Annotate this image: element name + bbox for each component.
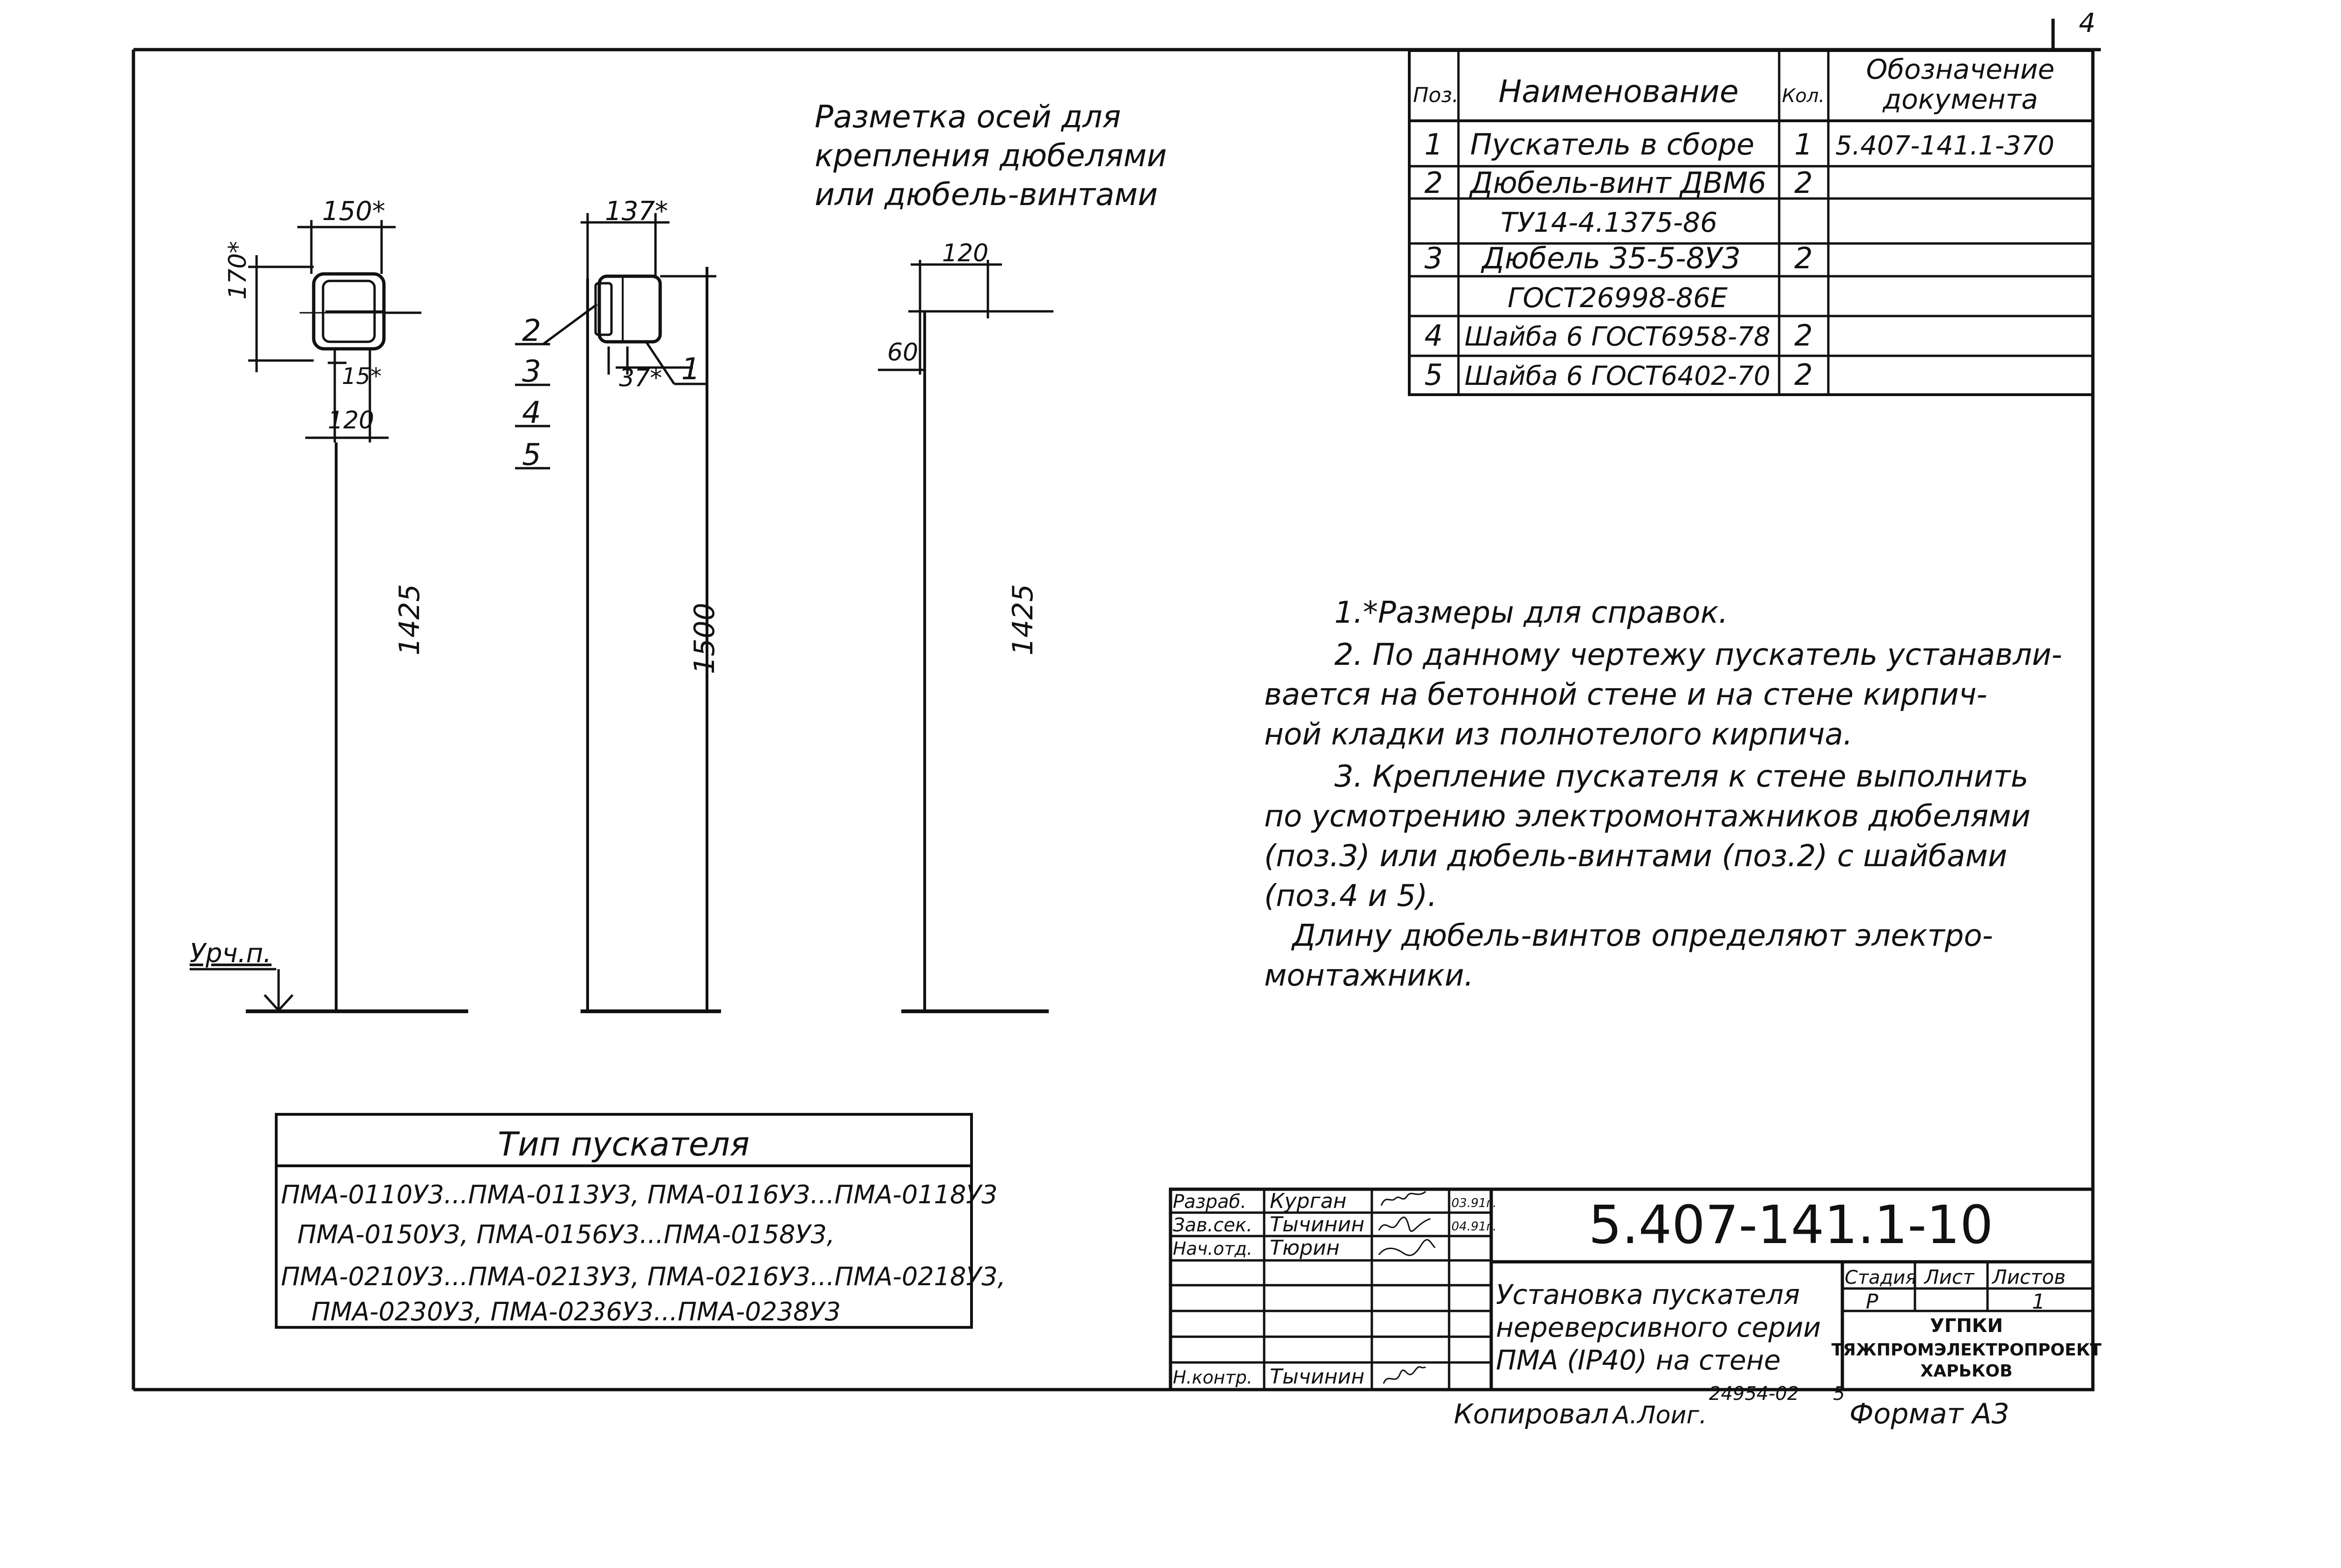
view1-dim-offset: 15*: [342, 363, 382, 390]
view2-pos-5: 5: [522, 438, 541, 472]
note-line-1: 1.*Размеры для справок.: [1334, 596, 1728, 630]
tb-sheets-label: Листов: [1992, 1266, 2066, 1288]
view3-dim-mount-height: 1425: [1007, 584, 1039, 655]
view-front: [224, 196, 426, 1011]
spec-row-2-name: Дюбель-винт ДВМ6: [1470, 166, 1767, 200]
tb-title-line-1: Установка пускателя: [1496, 1279, 1800, 1310]
spec-header-name: Наименование: [1498, 74, 1739, 110]
marking-caption: [815, 99, 1167, 213]
spec-row-5-name: Шайба 6 ГОСТ6402-70: [1465, 361, 1771, 391]
spec-row-2-pos: 2: [1424, 166, 1443, 200]
view2-pos-3: 3: [522, 354, 541, 389]
tb-title-line-3: ПМА (IP40) на стене: [1496, 1344, 1781, 1376]
tb-sheet-label: Лист: [1924, 1266, 1974, 1288]
spec-row-5-pos: 5: [1424, 358, 1443, 392]
note-line-6: по усмотрению электромонтажников дюбелями: [1264, 799, 2031, 834]
spec-row-4-name: Шайба 6 ГОСТ6958-78: [1465, 322, 1771, 352]
marking-caption-line-1: Разметка осей для: [815, 99, 1121, 135]
footer-copied-label: Копировал: [1454, 1398, 1609, 1430]
spec-row-3-pos: 3: [1424, 241, 1443, 275]
note-line-8: (поз.4 и 5).: [1264, 879, 1437, 913]
tb-org-line-3: ХАРЬКОВ: [1920, 1362, 2013, 1381]
spec-row-1-qty: 1: [1794, 127, 1813, 162]
tb-stage-value: Р: [1866, 1290, 1878, 1314]
spec-row-1-name: Пускатель в сборе: [1470, 127, 1754, 162]
tb-sheets-value: 1: [2032, 1290, 2045, 1314]
footer-archive-number: 24954-02: [1709, 1383, 1799, 1405]
notes: [1264, 596, 2062, 993]
spec-row-2b-name: ТУ14-4.1375-86: [1501, 206, 1718, 238]
view2-dim-mount-height: 1500: [688, 603, 721, 674]
tb-title-line-2: нереверсивного серии: [1496, 1311, 1821, 1343]
spec-row-5-qty: 2: [1794, 358, 1813, 392]
tb-name-2: Тычинин: [1270, 1213, 1365, 1237]
spec-row-3b-name: ГОСТ26998-86Е: [1508, 282, 1728, 314]
footer-copier-name: А.Лоиг.: [1613, 1401, 1707, 1429]
view2-dim-width: 137*: [605, 196, 668, 227]
spec-header-pos: Поз.: [1413, 83, 1459, 107]
starter-types-table: [276, 1114, 1006, 1327]
tb-designation: 5.407-141.1-10: [1588, 1195, 1994, 1256]
view3-dim-width: 120: [942, 239, 989, 267]
view2-pos-1: 1: [681, 352, 700, 387]
sheet-number: 4: [2079, 8, 2096, 38]
starter-types-title: Тип пускателя: [498, 1125, 750, 1163]
view1-dim-mount-height: 1425: [393, 584, 426, 655]
tb-org-line-1: УГПКИ: [1930, 1315, 2003, 1337]
tb-org-line-2: ТЯЖПРОМЭЛЕКТРОПРОЕКТ: [1831, 1340, 2102, 1360]
note-line-2: 2. По данному чертежу пускатель устанавли-: [1334, 638, 2062, 672]
tb-name-1: Курган: [1270, 1189, 1347, 1213]
spec-row-3-name: Дюбель 35-5-8У3: [1482, 241, 1741, 275]
spec-header-doc-line2: документа: [1883, 83, 2038, 115]
spec-row-4-pos: 4: [1424, 318, 1443, 353]
tb-name-3: Тюрин: [1270, 1236, 1340, 1260]
tb-role-2: Зав.сек.: [1173, 1215, 1252, 1236]
spec-row-4-qty: 2: [1794, 318, 1813, 353]
starter-types-line-4: ПМА-0230У3, ПМА-0236У3...ПМА-0238У3: [311, 1297, 841, 1326]
view1-dim-width: 150*: [322, 196, 385, 227]
starter-types-line-1: ПМА-0110У3...ПМА-0113У3, ПМА-0116У3...ПМА-0118У3: [281, 1180, 998, 1209]
view2-pos-2: 2: [522, 314, 541, 348]
tb-role-4: Н.контр.: [1173, 1367, 1253, 1388]
footer-archive-sheet: 5: [1833, 1383, 1845, 1405]
spec-row-3-qty: 2: [1794, 241, 1813, 275]
view2-pos-4: 4: [522, 396, 541, 430]
view2-dim-offset: 37*: [619, 364, 663, 392]
tb-role-3: Нач.отд.: [1173, 1238, 1253, 1259]
footer-format: Формат А3: [1849, 1398, 2010, 1430]
note-line-5: 3. Крепление пускателя к стене выполнить: [1334, 759, 2029, 794]
spec-header-doc-line1: Обозначение: [1866, 53, 2055, 85]
title-block: [1170, 1189, 2102, 1390]
floor-level: [190, 938, 1049, 1011]
note-line-9: Длину дюбель-винтов определяют электро-: [1292, 919, 1993, 953]
starter-types-line-3: ПМА-0210У3...ПМА-0213У3, ПМА-0216У3...ПМА-0218У3,: [281, 1262, 1006, 1291]
spec-table: [1409, 51, 2093, 395]
marking-caption-line-2: крепления дюбелями: [815, 138, 1167, 174]
starter-types-line-2: ПМА-0150У3, ПМА-0156У3...ПМА-0158У3,: [297, 1220, 835, 1249]
marking-caption-line-3: или дюбель-винтами: [815, 177, 1158, 213]
view-side: [515, 196, 721, 1011]
view-marking: [878, 239, 1053, 1011]
view1-dim-height: 170*: [224, 241, 252, 300]
spec-row-1-doc: 5.407-141.1-370: [1835, 131, 2054, 161]
note-line-4: ной кладки из полнотелого кирпича.: [1264, 717, 1853, 752]
tb-stage-label: Стадия: [1845, 1267, 1917, 1288]
note-line-3: вается на бетонной стене и на стене кирпич-: [1264, 677, 1988, 712]
spec-row-1-pos: 1: [1424, 127, 1443, 162]
view1-dim-base: 120: [328, 406, 375, 434]
spec-row-2-qty: 2: [1794, 166, 1813, 200]
tb-date-2: 04.91г.: [1451, 1220, 1497, 1234]
tb-date-1: 03.91г.: [1451, 1196, 1497, 1210]
signatures: [1379, 1192, 1435, 1384]
spec-header-qty: Кол.: [1782, 85, 1825, 107]
tb-name-4: Тычинин: [1270, 1365, 1365, 1389]
view3-dim-vertical: 60: [887, 339, 919, 367]
note-line-10: монтажники.: [1264, 958, 1474, 993]
floor-level-label: Урч.п.: [190, 938, 272, 969]
tb-role-1: Разраб.: [1173, 1191, 1247, 1213]
note-line-7: (поз.3) или дюбель-винтами (поз.2) с шайбами: [1264, 839, 2008, 874]
